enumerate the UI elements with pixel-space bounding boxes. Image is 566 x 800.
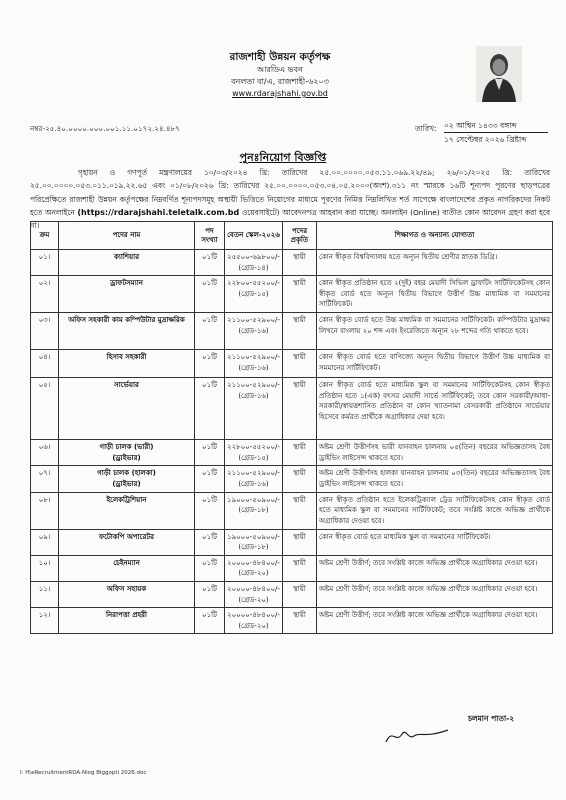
pay-grade: (গ্রেড-১৮) bbox=[238, 506, 269, 515]
post-name: ইলেকট্রিশিয়ান bbox=[106, 495, 147, 504]
cell-serial: ১২। bbox=[31, 608, 59, 634]
cell-post-count: ০১টি bbox=[195, 555, 225, 581]
table-row bbox=[31, 440, 553, 466]
cell-serial: ০৪। bbox=[31, 350, 59, 378]
pay-grade: (গ্রেড-১৬) bbox=[238, 479, 269, 488]
cell-post-name bbox=[59, 492, 195, 529]
pay-grade: (গ্রেড-১৬) bbox=[238, 363, 269, 372]
cell-post-count: ০১টি bbox=[195, 581, 225, 607]
cell-qualification: কোন স্বীকৃত বোর্ড হতে বাণিজ্যে অন্যূন দ্বিতীয় বিভাগে উত্তীর্ণ উচ্চ মাধ্যমিক বা সমমানের সার্টিফিকেট। bbox=[317, 350, 553, 378]
cell-post-type: স্থায়ী bbox=[283, 313, 317, 350]
cell-post-type: স্থায়ী bbox=[283, 378, 317, 440]
cell-post-type: স্থায়ী bbox=[283, 466, 317, 492]
table-row bbox=[31, 313, 553, 350]
pay-range: ২২৮০০-৫৫২০০/- bbox=[227, 443, 280, 452]
cell-pay-scale bbox=[225, 466, 283, 492]
cell-pay-scale bbox=[225, 350, 283, 378]
building-name: আরডিএ ভবন bbox=[257, 65, 303, 74]
table-row bbox=[31, 529, 553, 555]
post-name: চেইনম্যান bbox=[113, 558, 140, 567]
table-row bbox=[31, 608, 553, 634]
cell-pay-scale bbox=[225, 276, 283, 313]
pay-range: ২১১০০-৫২৯০০/- bbox=[227, 381, 280, 390]
cell-post-name bbox=[59, 466, 195, 492]
cell-post-name bbox=[59, 608, 195, 634]
post-name: ড্রাফটসম্যান bbox=[110, 279, 143, 288]
date-bangla: ০২ আশ্বিন ১৪৩৩ বঙ্গাব্দ bbox=[444, 120, 548, 133]
cell-post-name bbox=[59, 313, 195, 350]
cell-qualification: কোন স্বীকৃত বোর্ড হতে উচ্চ মাধ্যমিক বা সমমানের সার্টিফিকেট। কম্পিউটার মুদ্রাক্ষর লিখনে বাংলায় ২০ শব্দ এবং ইংরেজিতে অন্যূন ২৮ শব্দের গতি থাকতে হবে। bbox=[317, 313, 553, 350]
cell-post-count: ০১টি bbox=[195, 350, 225, 378]
cell-pay-scale bbox=[225, 313, 283, 350]
website-link[interactable]: www.rdarajshahi.gov.bd bbox=[232, 89, 328, 98]
cell-qualification: কোন স্বীকৃত প্রতিষ্ঠান হতে ২(দুই) বছর মেয়াদী সিভিল ড্রাফটিং সার্টিফিকেটসহ কোন স্বীকৃত বোর্ড হতে অন্যূন দ্বিতীয় বিভাগে উত্তীর্ণ উচ্চ মাধ্যমিক বা সমমানের সার্টিফিকেট। bbox=[317, 276, 553, 313]
cell-serial: ০২। bbox=[31, 276, 59, 313]
cell-serial: ১১। bbox=[31, 581, 59, 607]
table-row bbox=[31, 466, 553, 492]
cell-post-count: ০১টি bbox=[195, 529, 225, 555]
cell-serial: ০৮। bbox=[31, 492, 59, 529]
body-text-before: গৃহায়ন ও গণপূর্ত মন্ত্রণালয়ের ১০/০৩/২০২৪ খ্রি: তারিখের ২৫.০০.০০০০.০৫৩.১১.০৬৯.২২/৪৯; ২৬/০১/২০২৫ খ্রি: তারিখের ২৫.০০.০০০০.০৫৩.০১১.০১৯.২২.৬৫ এবং ০১/০৮/২০২৬ খ্রি: তারিখের ২৫.০০.০০০০.০৫৩.০৪.০৫.২০০০(অংশ).৩১১ নং স্মারকে ১৬টি শূন্যপদ পূরণের ছাড়পত্রের পরিপ্রেক্ষিতে রাজশাহী উন্নয়ন কর্তৃপক্ষের নিম্নবর্ণিত শূন্যপদসমূহ অস্থায়ী ভিত্তিতে নিয়োগের মাধ্যমে পূরণের নিমিত্ত নিম্নলিখিত শর্ত সাপেক্ষে বাংলাদেশের প্রকৃত নাগরিকদের নিকট হতে অনলাইনে bbox=[30, 168, 550, 217]
cell-pay-scale bbox=[225, 555, 283, 581]
table-row bbox=[31, 250, 553, 276]
cell-serial: ০৫। bbox=[31, 378, 59, 440]
footer-file-path: I: H\eRecruitmentRDA-Niog Biggopti 2026.doc bbox=[20, 770, 147, 776]
cell-pay-scale bbox=[225, 492, 283, 529]
header-post-count: পদ সংখ্যা bbox=[195, 222, 225, 250]
cell-post-name bbox=[59, 250, 195, 276]
cell-pay-scale bbox=[225, 250, 283, 276]
table-row bbox=[31, 492, 553, 529]
vacancy-table bbox=[30, 221, 553, 634]
cell-post-type: স্থায়ী bbox=[283, 250, 317, 276]
cell-post-count: ০১টি bbox=[195, 250, 225, 276]
pay-grade: (গ্রেড-১৮) bbox=[238, 543, 269, 552]
date-block bbox=[444, 120, 548, 145]
memo-number: নম্বর-২৫.৪০.০০০০.০০০.০০১.১১.০১৭২.২৪.৪৮৭ bbox=[30, 125, 180, 133]
table-row bbox=[31, 378, 553, 440]
pay-range: ২২৮০০-৫৫২০০/- bbox=[227, 279, 280, 288]
cell-post-name bbox=[59, 350, 195, 378]
pay-grade: (গ্রেড-১৬) bbox=[238, 391, 269, 400]
cell-post-type: স্থায়ী bbox=[283, 440, 317, 466]
cell-post-name bbox=[59, 555, 195, 581]
cell-pay-scale bbox=[225, 581, 283, 607]
continue-note: চলমান পাতা-২ bbox=[468, 714, 515, 723]
pay-range: ১৯০০০-৫০৯০০/- bbox=[227, 495, 280, 504]
cell-serial: ০১। bbox=[31, 250, 59, 276]
cell-post-name bbox=[59, 440, 195, 466]
post-name: ফটোকপি অপারেটর bbox=[98, 532, 155, 541]
pay-range: ২৫৫০০-৬৯৮০০/- bbox=[227, 253, 280, 261]
pay-range: ২০০০০-৪৮৪০০/- bbox=[227, 611, 280, 620]
table-row bbox=[31, 350, 553, 378]
cell-serial: ০৩। bbox=[31, 313, 59, 350]
post-name: হিসাব সহকারী bbox=[106, 353, 147, 362]
header-post-type: পদের প্রকৃতি bbox=[283, 222, 317, 250]
header-qualification: শিক্ষাগত ও অন্যান্য যোগ্যতা bbox=[317, 222, 553, 250]
cell-pay-scale bbox=[225, 440, 283, 466]
cell-post-name bbox=[59, 581, 195, 607]
cell-post-count: ০১টি bbox=[195, 440, 225, 466]
cell-qualification: অষ্টম শ্রেণী উত্তীর্ণ; তবে সংশ্লিষ্ট কাজে অভিজ্ঞ প্রার্থীকে অগ্রাধিকার দেওয়া হবে। bbox=[317, 581, 553, 607]
cell-post-type: স্থায়ী bbox=[283, 608, 317, 634]
cell-post-count: ০১টি bbox=[195, 492, 225, 529]
table-row bbox=[31, 276, 553, 313]
post-name: গাড়ী চালক (ভারী) bbox=[99, 443, 154, 452]
cell-qualification: কোন স্বীকৃত বোর্ড হতে মাধ্যমিক স্কুল বা সমমানের সার্টিফিকেটসহ কোন স্বীকৃত প্রতিষ্ঠান হতে ১(এক) বৎসর মেয়াদী সার্ভে সার্টিফিকেট; তবে কোন সরকারী/আধা-সরকারী/স্বায়ত্তশাসিত প্রতিষ্ঠান বা কোন খ্যাতনামা বেসরকারী প্রতিষ্ঠানে সার্ভেয়ার হিসেবে কর্মরত প্রার্থীকে অগ্রাধিকার দেয়া হবে। bbox=[317, 378, 553, 440]
cell-post-type: স্থায়ী bbox=[283, 276, 317, 313]
cell-post-type: স্থায়ী bbox=[283, 581, 317, 607]
cell-post-count: ০১টি bbox=[195, 608, 225, 634]
pay-grade: (গ্রেড-১৫) bbox=[238, 289, 269, 298]
post-name: ক্যাশিয়ার bbox=[113, 253, 140, 261]
cell-pay-scale bbox=[225, 378, 283, 440]
post-name-sub: (ড্রাইভার) bbox=[112, 453, 141, 462]
post-name: অফিস সহকারী কাম কম্পিউটার মুদ্রাক্ষরিক bbox=[68, 316, 185, 325]
portrait-image bbox=[476, 46, 522, 102]
date-english: ১৭ সেপ্টেম্বর ২০২৬ খ্রিষ্টাব্দ bbox=[444, 135, 527, 144]
pay-grade: (গ্রেড-১৬) bbox=[238, 326, 269, 335]
header-pay-scale: বেতন স্কেল-২০২৬ bbox=[225, 222, 283, 250]
cell-qualification: কোন স্বীকৃত বিশ্ববিদ্যালয় হতে অন্যূন দ্বিতীয় শ্রেণীর স্নাতক ডিগ্রি। bbox=[317, 250, 553, 276]
pay-grade: (গ্রেড-২০) bbox=[238, 621, 269, 630]
body-text-after: ওয়েবসাইটে) আবেদনপত্র আহবান করা যাচ্ছে। অনলাইন (Online) ব্যতীত কোন আবেদন গ্রহণ করা হবে না। bbox=[30, 207, 550, 231]
cell-post-name bbox=[59, 276, 195, 313]
cell-qualification: অষ্টম শ্রেণী উত্তীর্ণসহ হালকা যানবাহন চালনায় ০৩(তিন) বছরের অভিজ্ঞতাসহ বৈধ ড্রাইভিং লাইসেন্স থাকতে হবে। bbox=[317, 466, 553, 492]
pay-grade: (গ্রেড-২০) bbox=[238, 595, 269, 604]
header-post-name: পদের নাম bbox=[59, 222, 195, 250]
cell-serial: ০৬। bbox=[31, 440, 59, 466]
cell-post-count: ০১টি bbox=[195, 466, 225, 492]
cell-qualification: কোন স্বীকৃত প্রতিষ্ঠান হতে ইলেকট্রিক্যাল ট্রেড সার্টিফিকেটসহ কোন স্বীকৃত বোর্ড হতে মাধ্যমিক স্কুল বা সমমানের সার্টিফিকেট; তবে সংশ্লিষ্ট কাজে অভিজ্ঞ প্রার্থীকে অগ্রাধিকার দেওয়া হবে। bbox=[317, 492, 553, 529]
cell-post-type: স্থায়ী bbox=[283, 492, 317, 529]
header-serial: ক্রম bbox=[31, 222, 59, 250]
cell-post-count: ০১টি bbox=[195, 276, 225, 313]
table-header-row bbox=[31, 222, 553, 250]
letterhead bbox=[150, 50, 410, 100]
pay-grade: (গ্রেড-১৫) bbox=[238, 453, 269, 462]
pay-grade: (গ্রেড-২০) bbox=[238, 569, 269, 578]
cell-qualification: অষ্টম শ্রেণী উত্তীর্ণ; তবে সংশ্লিষ্ট কাজে অভিজ্ঞ প্রার্থীকে অগ্রাধিকার দেওয়া হবে। bbox=[317, 555, 553, 581]
cell-post-name bbox=[59, 378, 195, 440]
cell-qualification: কোন স্বীকৃত বোর্ড হতে মাধ্যমিক স্কুল বা সমমানের সার্টিফিকেট। bbox=[317, 529, 553, 555]
post-name: সার্ভেয়ার bbox=[114, 381, 139, 390]
table-row bbox=[31, 581, 553, 607]
pay-range: ২০০০০-৪৮৪০০/- bbox=[227, 558, 280, 567]
cell-post-name bbox=[59, 529, 195, 555]
signature-mark bbox=[382, 722, 452, 748]
application-url[interactable]: (https://rdarajshahi.teletalk.com.bd bbox=[77, 207, 240, 217]
cell-serial: ০৭। bbox=[31, 466, 59, 492]
cell-qualification: অষ্টম শ্রেণী উত্তীর্ণ; তবে সংশ্লিষ্ট কাজে অভিজ্ঞ প্রার্থীকে অগ্রাধিকার দেওয়া হবে। bbox=[317, 608, 553, 634]
pay-range: ২১১০০-৫২৯০০/- bbox=[227, 469, 280, 478]
date-label: তারিখ: bbox=[415, 124, 437, 133]
pay-range: ২০০০০-৪৮৪০০/- bbox=[227, 584, 280, 593]
cell-post-count: ০১টি bbox=[195, 313, 225, 350]
pay-grade: (গ্রেড-১৪) bbox=[238, 263, 269, 272]
table-row bbox=[31, 555, 553, 581]
cell-post-type: স্থায়ী bbox=[283, 529, 317, 555]
cell-qualification: অষ্টম শ্রেণী উত্তীর্ণসহ ভারী যানবাহন চালনায় ০৫(তিন) বছরের অভিজ্ঞতাসহ বৈধ ড্রাইভিং লাইসেন্স থাকতে হবে। bbox=[317, 440, 553, 466]
cell-pay-scale bbox=[225, 608, 283, 634]
pay-range: ১৯০০০-৫০৯০০/- bbox=[227, 532, 280, 541]
post-name-sub: (ড্রাইভার) bbox=[112, 479, 141, 488]
notice-title-wrap bbox=[0, 146, 566, 168]
post-name: গাড়ী চালক (হালকা) bbox=[97, 469, 156, 478]
pay-range: ২১১০০-৫২৯০০/- bbox=[227, 353, 280, 362]
cell-post-type: স্থায়ী bbox=[283, 350, 317, 378]
cell-serial: ০৯। bbox=[31, 529, 59, 555]
pay-range: ২১১০০-৫২৯০০/- bbox=[227, 316, 280, 325]
notice-title: পুনঃনিয়োগ বিজ্ঞপ্তি bbox=[239, 151, 327, 164]
post-name: অফিস সহায়ক bbox=[106, 584, 147, 593]
vacancy-rows bbox=[31, 250, 553, 634]
cell-pay-scale bbox=[225, 529, 283, 555]
cell-post-count: ০১টি bbox=[195, 378, 225, 440]
cell-post-type: স্থায়ী bbox=[283, 555, 317, 581]
address: বনলতা বা/এ, রাজশাহী-৬২০৩ bbox=[231, 77, 329, 86]
organization-name: রাজশাহী উন্নয়ন কর্তৃপক্ষ bbox=[229, 51, 331, 63]
post-name: নিরাপত্তা প্রহরী bbox=[105, 611, 148, 620]
cell-serial: ১০। bbox=[31, 555, 59, 581]
